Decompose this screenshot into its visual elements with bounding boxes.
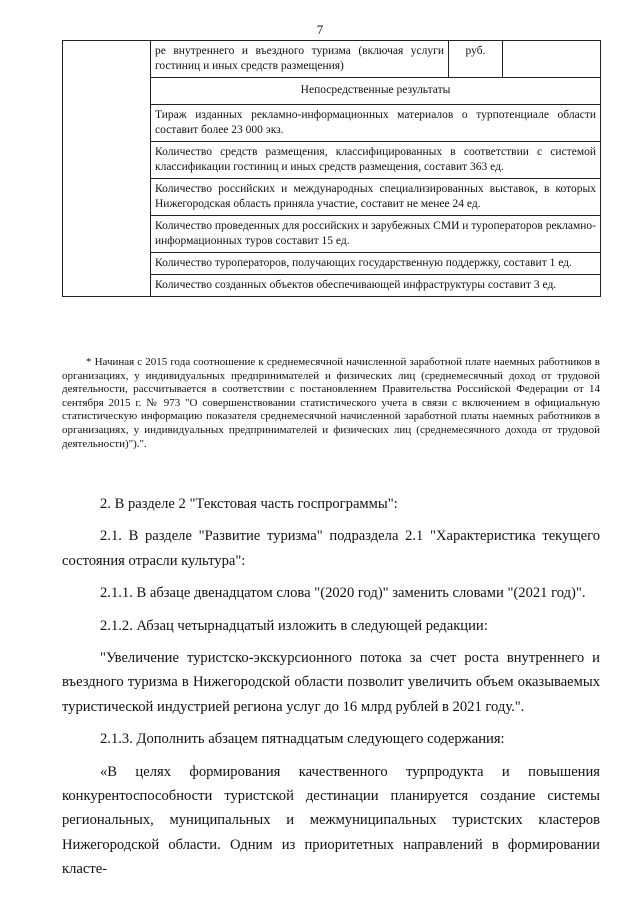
paragraph-2-1-3: 2.1.3. Дополнить абзацем пятнадцатым следующего содержания: <box>100 731 505 748</box>
table-result-cell: Количество туроператоров, получающих государственную поддержку, составит 1 ед. <box>151 253 601 275</box>
table-result-cell: Тираж изданных рекламно-информационных материалов о турпотенциале области составит более 23 000 экз. <box>151 105 601 142</box>
page-number: 7 <box>316 22 324 37</box>
table-cell-value <box>503 41 601 78</box>
table-result-cell: Количество российских и международных специализированных выставок, в которых Нижегородская область приняла участие, составит не менее 24 ед. <box>151 179 601 216</box>
footnote-text: * Начиная с 2015 года соотношение к среднемесячной начисленной заработной плате наемных работников в организациях, у индивидуальных предпринимателей и физических лиц (среднемесячный доход от трудовой деятельности, рассчитывается в соответствии с постановлением Правительства Российской Федерации от 14 сентября 2015 г. № 973 "О совершенствовании статистического учета в связи с включением в официальную статистическую информацию показателя среднемесячной начисленной заработной платы наемных работников в организациях, у индивидуальных предпринимателей и физических лиц (среднемесячного дохода от трудовой деятельности)").". <box>62 356 600 450</box>
paragraph-clusters: «В целях формирования качественного турпродукта и повышения конкурентоспособности туристской дестинации планируется создание системы региональных, муниципальных и межмуниципальных туристских кластеров Нижегородской области. Одним из приоритетных направлений в формировании класте- <box>62 763 600 878</box>
table-result-cell: Количество созданных объектов обеспечивающей инфраструктуры составит 3 ед. <box>151 275 601 297</box>
table-left-column <box>63 41 151 297</box>
paragraph-2-1-2: 2.1.2. Абзац четырнадцатый изложить в следующей редакции: <box>100 617 488 634</box>
body-text <box>62 492 600 882</box>
paragraph-2-1-1: 2.1.1. В абзаце двенадцатом слова "(2020 год)" заменить словами "(2021 год)". <box>100 585 586 602</box>
table-cell-indicator: ре внутреннего и въездного туризма (включая услуги гостиниц и иных средств размещения) <box>151 41 449 78</box>
paragraph-quote-tourism-flow: "Увеличение туристско-экскурсионного потока за счет роста внутреннего и въездного туризма в Нижегородской области позволит увеличить объем оказываемых туристической индустрией региона услуг до 16 млрд рублей в 2021 году.". <box>62 650 600 715</box>
paragraph-section-2: 2. В разделе 2 "Текстовая часть госпрограммы": <box>100 496 398 512</box>
table-row <box>63 41 601 78</box>
table-cell-unit: руб. <box>449 41 503 78</box>
paragraph-2-1: 2.1. В разделе "Развитие туризма" подраздела 2.1 "Характеристика текущего состояния отрасли культура": <box>62 528 600 569</box>
table-section-header: Непосредственные результаты <box>151 78 601 105</box>
table-result-cell: Количество проведенных для российских и зарубежных СМИ и туроператоров рекламно-информационных туров составит 15 ед. <box>151 216 601 253</box>
table-result-cell: Количество средств размещения, классифицированных в соответствии с системой классификации гостиниц и иных средств размещения, составит 363 ед. <box>151 142 601 179</box>
footnote <box>62 356 600 451</box>
results-table <box>62 40 601 297</box>
